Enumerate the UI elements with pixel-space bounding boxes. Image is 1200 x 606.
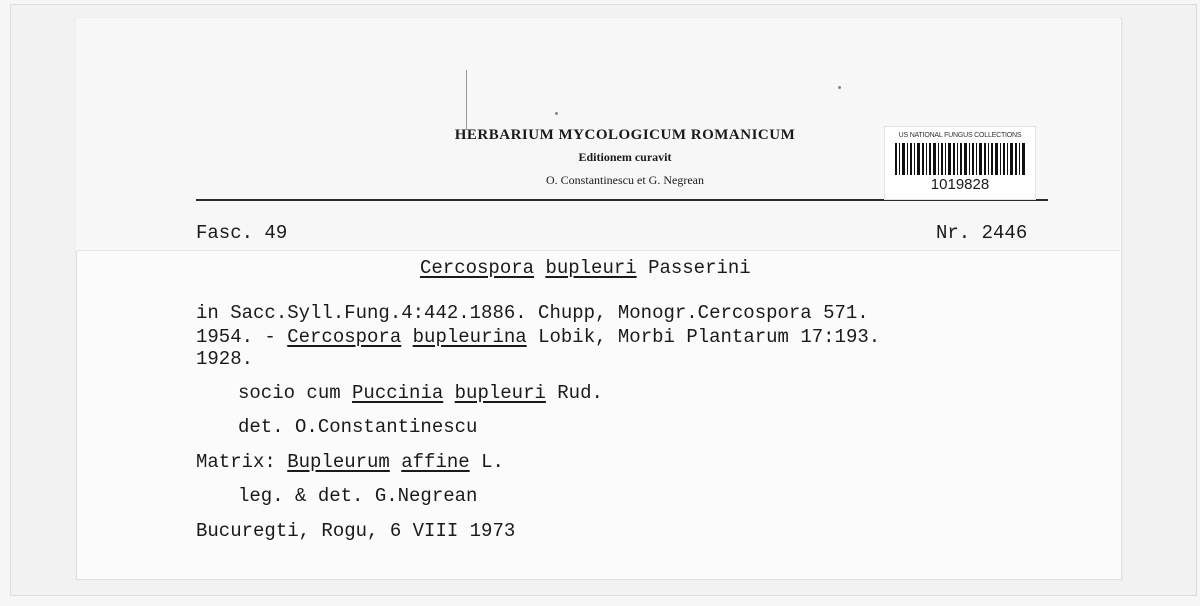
citation-line-2 [196,326,880,348]
citation-line-1: in Sacc.Syll.Fung.4:442.1886. Chupp, Monogr.Cercospora 571. [196,302,869,324]
locality-line: Bucuregti, Rogu, 6 VIII 1973 [196,520,516,542]
speck [555,112,558,115]
citation-prefix: 1954. - [196,326,288,348]
taxon-genus: Cercospora [420,257,535,279]
barcode-label [884,126,1036,200]
socio-suffix: Rud. [545,382,603,404]
editors-line: O. Constantinescu et G. Negrean [546,173,704,187]
matrix-prefix: Matrix: [196,451,288,473]
herbarium-title: HERBARIUM MYCOLOGICUM ROMANICUM [454,127,796,143]
fold-line [466,70,467,130]
collector-line: leg. & det. G.Negrean [238,485,478,507]
matrix-line [196,451,504,473]
taxon-author: Passerini [648,257,751,279]
synonym-epithet: bupleurina [412,326,527,348]
edition-line: Editionem curavit [578,150,672,164]
socio-line [238,382,603,404]
socio-genus: Puccinia [352,382,444,404]
matrix-genus: Bupleurum [287,451,390,473]
socio-prefix: socio cum [238,382,353,404]
specimen-number: Nr. 2446 [936,222,1028,244]
fascicle-number: Fasc. 49 [196,222,288,244]
determiner-line: det. O.Constantinescu [238,416,478,438]
barcode-collection: US NATIONAL FUNGUS COLLECTIONS [898,132,1022,139]
matrix-suffix: L. [469,451,504,473]
taxon-name [420,257,751,279]
synonym-genus: Cercospora [287,326,402,348]
barcode-icon [895,143,1025,175]
matrix-epithet: affine [401,451,470,473]
citation-suffix: Lobik, Morbi Plantarum 17:193. [526,326,881,348]
taxon-epithet: bupleuri [545,257,637,279]
citation-line-3: 1928. [196,348,254,370]
label-header [400,124,850,192]
speck [838,86,841,89]
barcode-number: 1019828 [930,176,990,193]
socio-epithet: bupleuri [454,382,546,404]
